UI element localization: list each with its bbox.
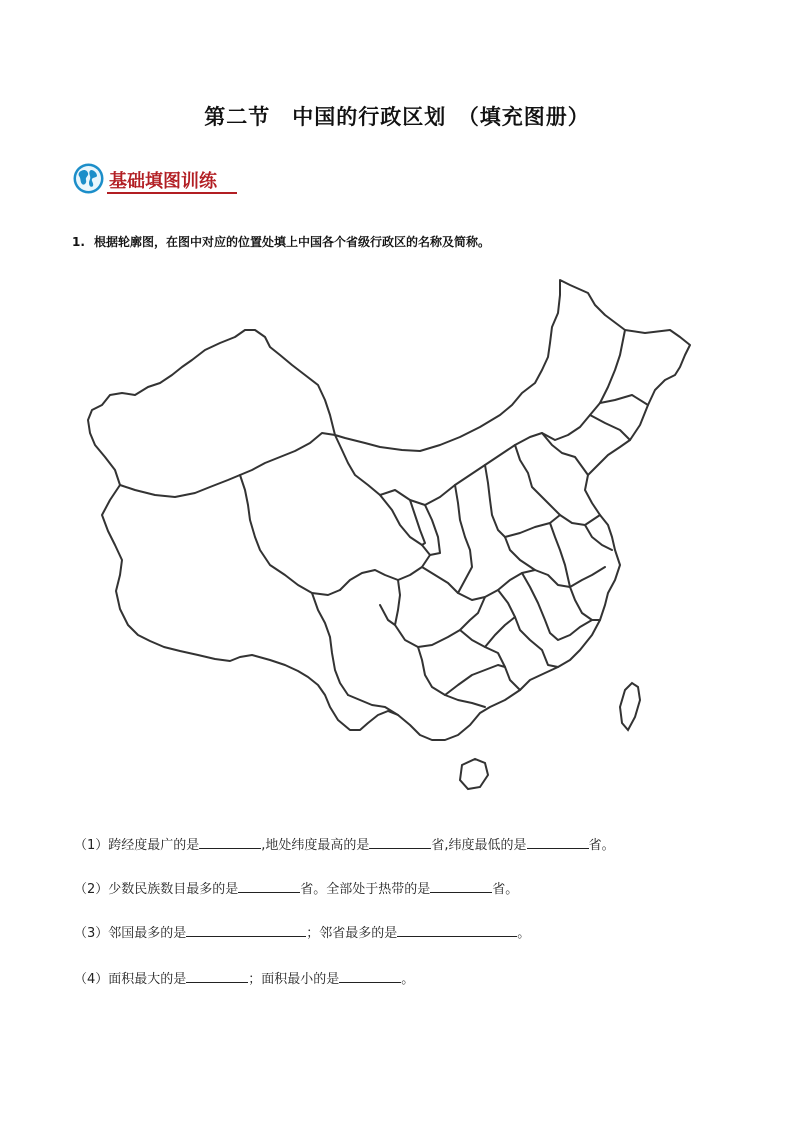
answer-blank[interactable] — [238, 878, 300, 893]
sub-question-4: （4）面积最大的是 ；面积最小的是 。 — [74, 968, 414, 987]
sub-question-3: （3）邻国最多的是 ；邻省最多的是 。 — [74, 922, 530, 941]
answer-blank[interactable] — [186, 922, 306, 937]
sub-question-2: （2）少数民族数目最多的是 省。全部处于热带的是 省。 — [74, 878, 518, 897]
section-underline — [107, 192, 237, 194]
map-hainan — [460, 759, 488, 789]
china-outline-map — [80, 275, 720, 805]
question-1 — [72, 233, 490, 250]
globe-icon — [72, 162, 105, 195]
answer-blank[interactable] — [199, 834, 261, 849]
answer-blank[interactable] — [369, 834, 431, 849]
section-title: 基础填图训练 — [109, 171, 217, 192]
question-number: 1. — [72, 235, 85, 249]
question-text: 根据轮廓图，在图中对应的位置处填上中国各个省级行政区的名称及简称。 — [94, 235, 491, 249]
sub-question-1: （1）跨经度最广的是 ,地处纬度最高的是 省,纬度最低的是 省。 — [74, 834, 615, 853]
answer-blank[interactable] — [186, 968, 248, 983]
answer-blank[interactable] — [339, 968, 401, 983]
map-taiwan — [620, 683, 640, 730]
answer-blank[interactable] — [430, 878, 492, 893]
map-outline — [88, 280, 690, 740]
answer-blank[interactable] — [397, 922, 517, 937]
page-title: 第二节 中国的行政区划 （填充图册） — [204, 104, 590, 129]
answer-blank[interactable] — [527, 834, 589, 849]
